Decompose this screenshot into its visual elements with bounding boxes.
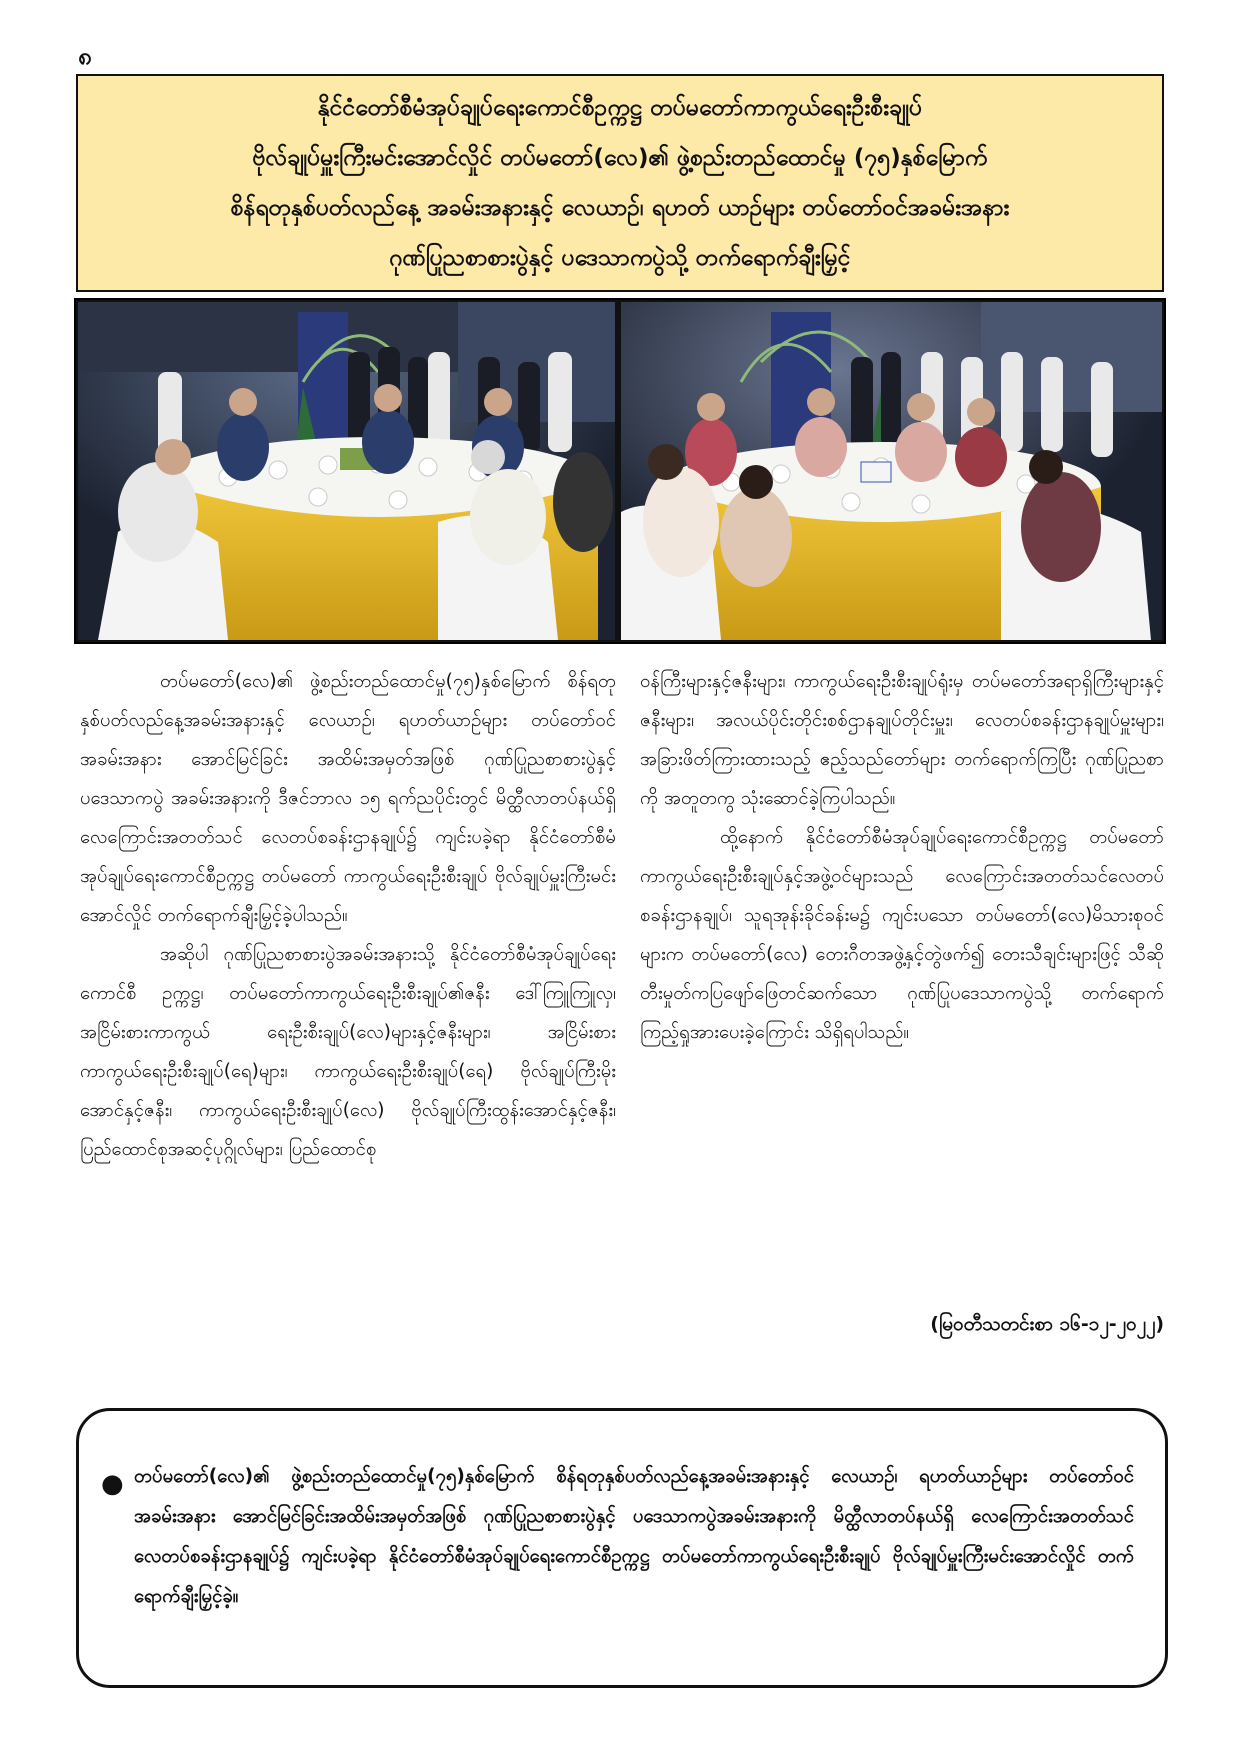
dinner-photo-women-table bbox=[621, 302, 1162, 640]
headline-line-3: စိန်ရတုနှစ်ပတ်လည်နေ့ အခမ်းအနားနှင့် လေယာဉ်၊ ရဟတ် ယာဉ်များ တပ်တော်ဝင်အခမ်းအနား bbox=[230, 195, 1010, 221]
dinner-photo-men-table-image bbox=[78, 302, 615, 640]
headline-line-4: ဂုဏ်ပြုညစာစားပွဲနှင့် ပဒေသာကပွဲသို့ တက်ရောက်ချီးမြှင့် bbox=[389, 245, 851, 271]
article-paragraph-continued: ဝန်ကြီးများနှင့်ဇနီးများ၊ ကာကွယ်ရေးဦးစီးချုပ်ရုံးမှ တပ်မတော်အရာရှိကြီးများနှင့် ဇနီးများ၊ အလယ်ပိုင်းတိုင်းစစ်ဌာနချုပ်တိုင်းမှူး၊ လေတပ်စခန်းဌာနချုပ်မှူးများ၊ အခြားဖိတ်ကြားထားသည့် ဧည့်သည်တော်များ တက်ရောက်ကြပြီး ဂုဏ်ပြုညစာကို အတူတကွ သုံးဆောင်ခဲ့ကြပါသည်။ bbox=[640, 671, 1164, 809]
summary-text: တပ်မတော်(လေ)၏ ဖွဲ့စည်းတည်ထောင်မှု(၇၅)နှစ်မြောက် စိန်ရတုနှစ်ပတ်လည်နေ့အခမ်းအနားနှင့် လေယာဉ်၊ ရဟတ်ယာဉ်များ တပ်တော်ဝင်အခမ်းအနား အောင်မြင်ခြင်းအထိမ်းအမှတ်အဖြစ် ဂုဏ်ပြုညစာစားပွဲနှင့် ပဒေသာကပွဲအခမ်းအနားကို မိတ္ထီလာတပ်နယ်ရှိ လေကြောင်းအတတ်သင် လေတပ်စခန်းဌာနချုပ်၌ ကျင်းပခဲ့ရာ နိုင်ငံတော်စီမံအုပ်ချုပ်ရေးကောင်စီဥက္ကဋ္ဌ တပ်မတော်ကာကွယ်ရေးဦးစီးချုပ် ဗိုလ်ချုပ်မှူးကြီးမင်းအောင်လှိုင် တက်ရောက်ချီးမြှင့်ခဲ့။ bbox=[134, 1466, 1134, 1607]
photo-strip bbox=[74, 298, 1166, 644]
dinner-photo-men-table bbox=[78, 302, 615, 640]
article-paragraph: အဆိုပါ ဂုဏ်ပြုညစာစားပွဲအခမ်းအနားသို့ နိုင်ငံတော်စီမံအုပ်ချုပ်ရေးကောင်စီ ဥက္ကဋ္ဌ၊ တပ်မတော်ကာကွယ်ရေးဦးစီးချုပ်၏ဇနီး ဒေါ်ကြူကြူလှ၊ အငြိမ်းစားကာကွယ် ရေးဦးစီးချုပ်(လေ)များနှင့်ဇနီးများ၊ အငြိမ်းစားကာကွယ်ရေးဦးစီးချုပ်(ရေ)များ၊ ကာကွယ်ရေးဦးစီးချုပ်(ရေ) ဗိုလ်ချုပ်ကြီးမိုးအောင်နှင့်ဇနီး၊ ကာကွယ်ရေးဦးစီးချုပ်(လေ) ဗိုလ်ချုပ်ကြီးထွန်းအောင်နှင့်ဇနီး၊ ပြည်ထောင်စုအဆင့်ပုဂ္ဂိုလ်များ၊ ပြည်ထောင်စု bbox=[80, 944, 616, 1160]
summary-box bbox=[76, 1408, 1168, 1688]
article-column-left bbox=[80, 662, 616, 1169]
article-paragraph: ထို့နောက် နိုင်ငံတော်စီမံအုပ်ချုပ်ရေးကောင်စီဥက္ကဋ္ဌ တပ်မတော်ကာကွယ်ရေးဦးစီးချုပ်နှင့်အဖွဲ့ဝင်များသည် လေကြောင်းအတတ်သင်လေတပ်စခန်းဌာနချုပ်၊ သူရအုန်းခိုင်ခန်းမ၌ ကျင်းပသော တပ်မတော်(လေ)မိသားစုဝင်များက တပ်မတော်(လေ) တေးဂီတအဖွဲ့နှင့်တွဲဖက်၍ တေးသီချင်းများဖြင့် သီဆိုတီးမှုတ်ကပြဖျော်ဖြေတင်ဆက်သော ဂုဏ်ပြုပဒေသာကပွဲသို့ တက်ရောက်ကြည့်ရှုအားပေးခဲ့ကြောင်း သိရှိရပါသည်။ bbox=[640, 827, 1164, 1043]
dinner-photo-women-table-image bbox=[621, 302, 1162, 640]
page-number: ၈ bbox=[78, 42, 92, 70]
headline-line-1: နိုင်ငံတော်စီမံအုပ်ချုပ်ရေးကောင်စီဥက္ကဋ္ဌ တပ်မတော်ကာကွယ်ရေးဦးစီးချုပ် bbox=[317, 95, 923, 121]
bullet-icon: ● bbox=[101, 1469, 124, 1499]
article-paragraph: တပ်မတော်(လေ)၏ ဖွဲ့စည်းတည်ထောင်မှု(၇၅)နှစ်မြောက် စိန်ရတုနှစ်ပတ်လည်နေ့အခမ်းအနားနှင့် လေယာဉ်၊ ရဟတ်ယာဉ်များ တပ်တော်ဝင်အခမ်းအနား အောင်မြင်ခြင်း အထိမ်းအမှတ်အဖြစ် ဂုဏ်ပြုညစာစားပွဲနှင့် ပဒေသာကပွဲ အခမ်းအနားကို ဒီဇင်ဘာလ ၁၅ ရက်ညပိုင်းတွင် မိတ္ထီလာတပ်နယ်ရှိ လေကြောင်းအတတ်သင် လေတပ်စခန်းဌာနချုပ်၌ ကျင်းပခဲ့ရာ နိုင်ငံတော်စီမံအုပ်ချုပ်ရေးကောင်စီဥက္ကဋ္ဌ တပ်မတော် ကာကွယ်ရေးဦးစီးချုပ် ဗိုလ်ချုပ်မှူးကြီးမင်းအောင်လှိုင် တက်ရောက်ချီးမြှင့်ခဲ့ပါသည်။ bbox=[80, 671, 616, 926]
headline-box bbox=[76, 74, 1164, 292]
article-column-right bbox=[640, 662, 1164, 1052]
news-source: (မြဝတီသတင်းစာ ၁၆-၁၂-၂၀၂၂) bbox=[930, 1313, 1164, 1335]
headline-line-2: ဗိုလ်ချုပ်မှူးကြီးမင်းအောင်လှိုင် တပ်မတော်(လေ)၏ ဖွဲ့စည်းတည်ထောင်မှု (၇၅)နှစ်မြောက် bbox=[252, 145, 988, 171]
